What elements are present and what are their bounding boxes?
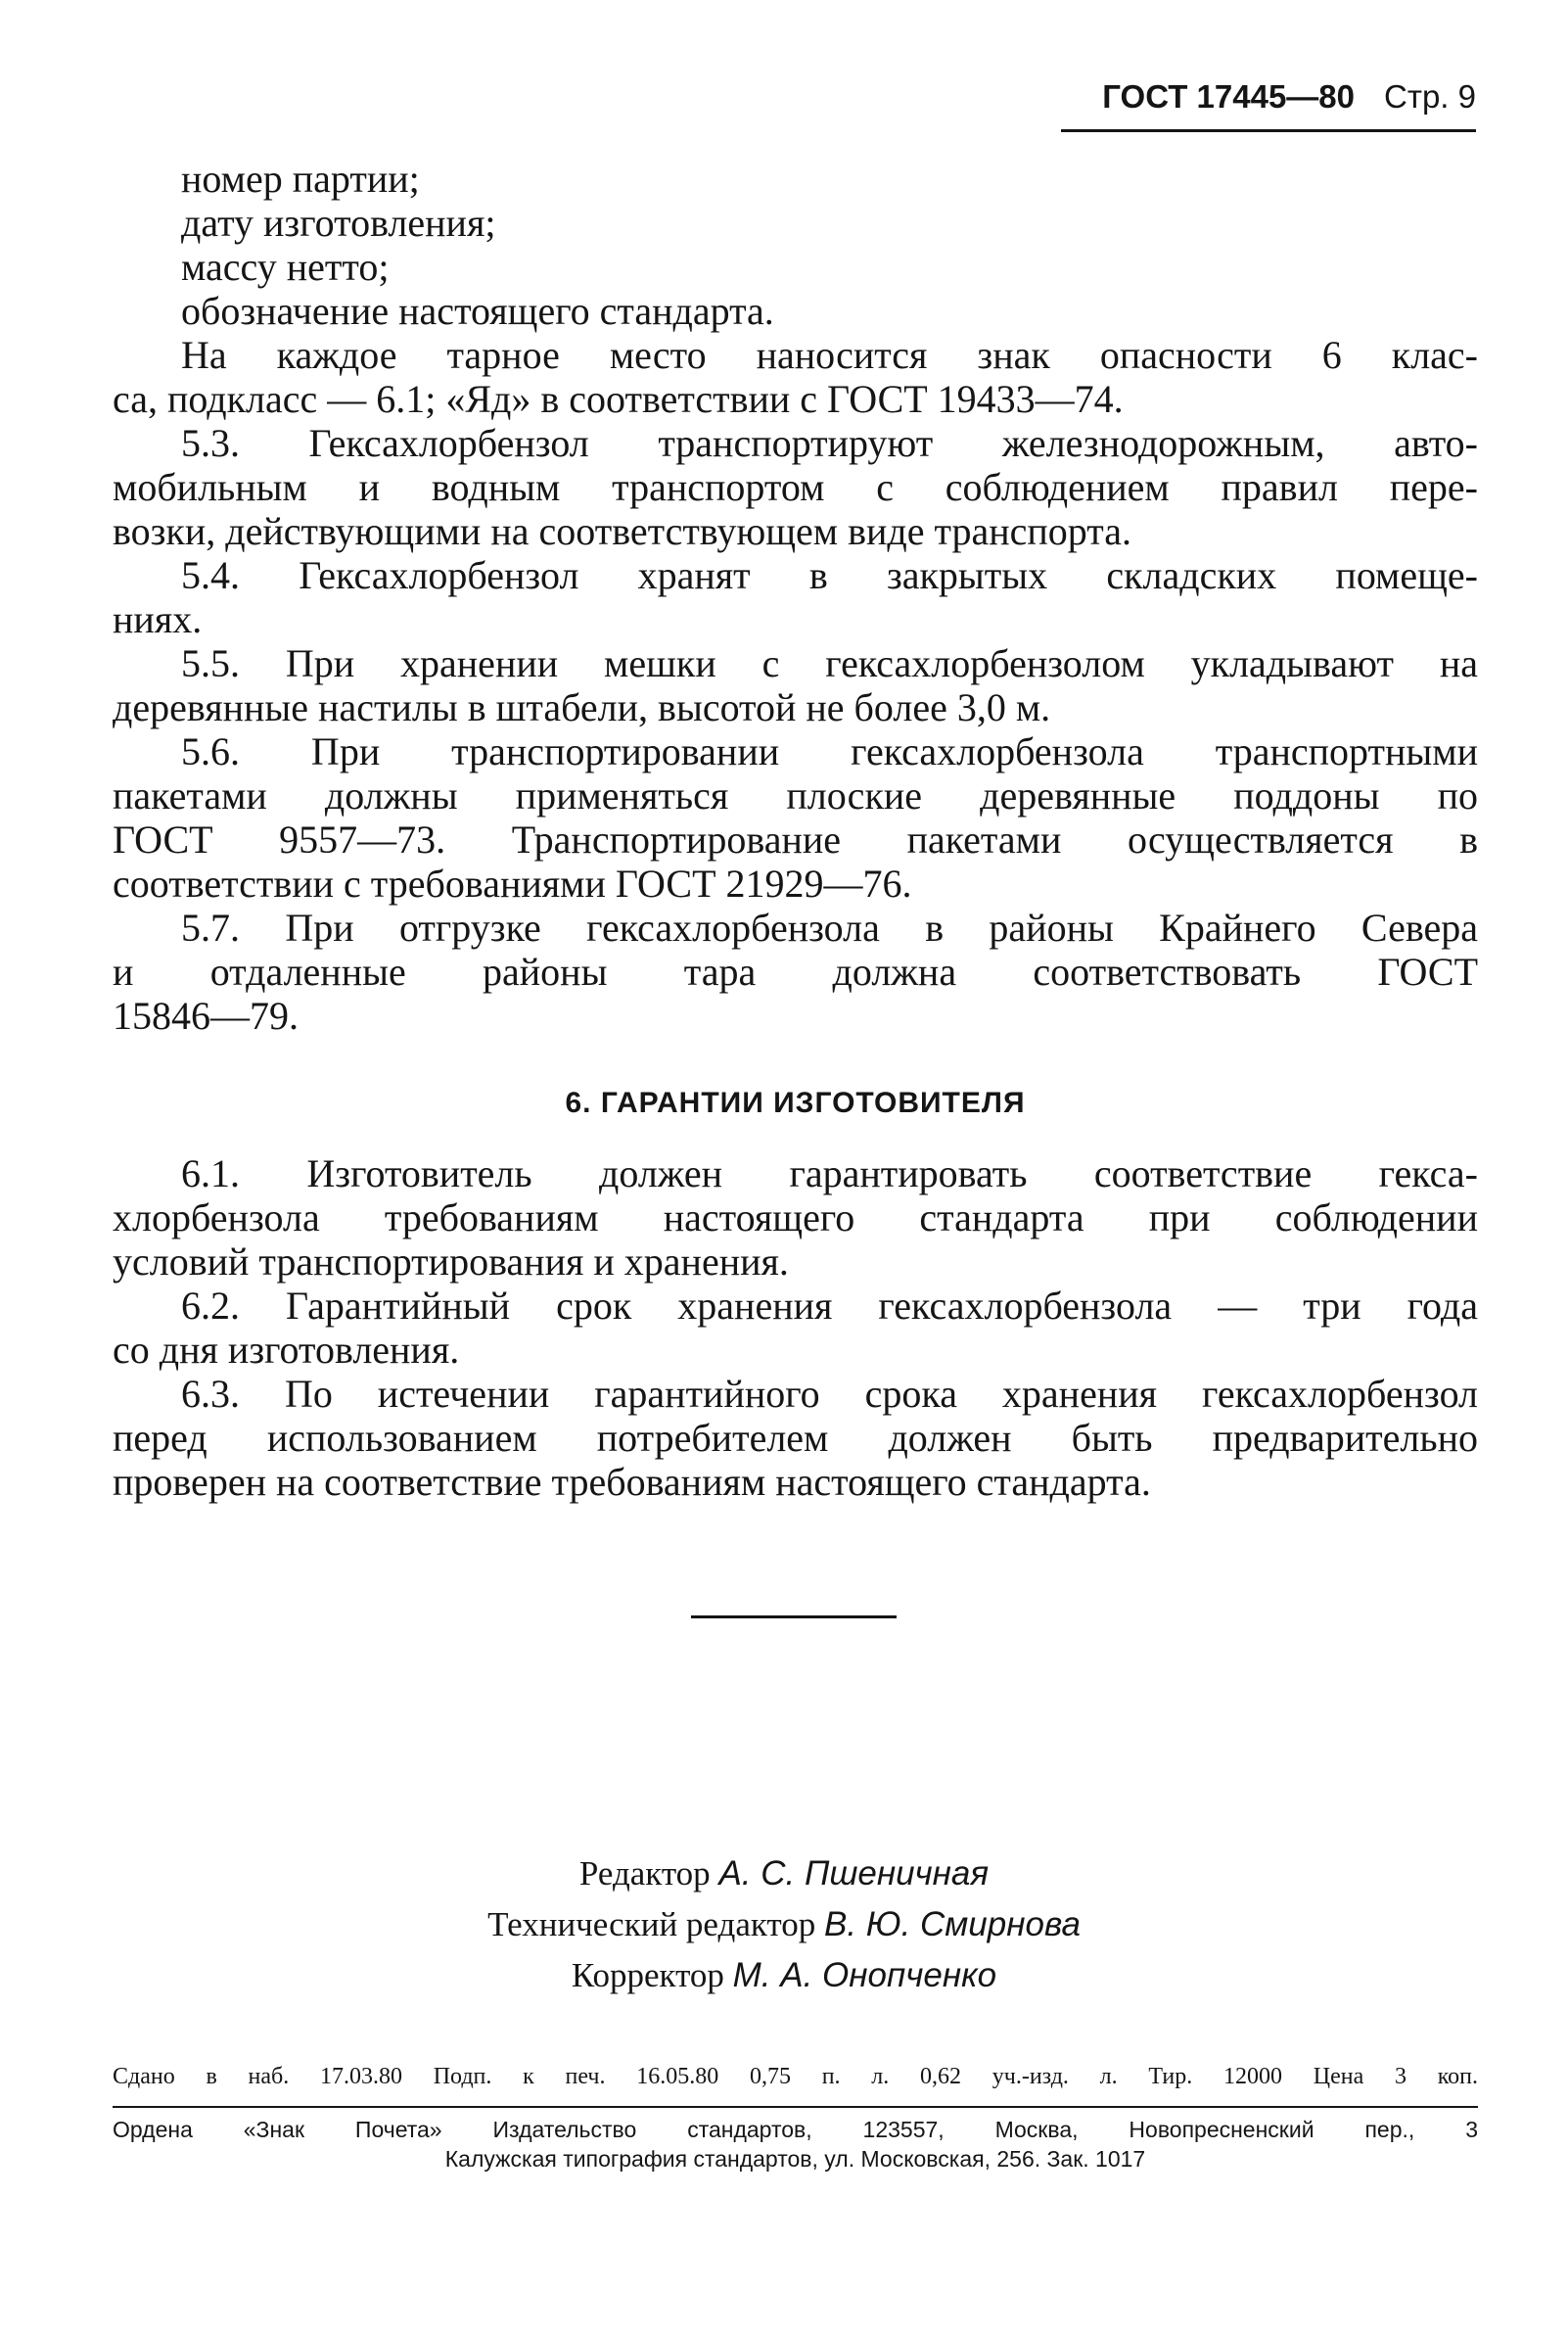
text-line: массу нетто; (181, 245, 390, 289)
text-line: мобильным и водным транспортом с соблюдением правил пере- (113, 465, 1478, 509)
corrector-credit (0, 1950, 1568, 2001)
text-line: пакетами должны применяться плоские деревянные поддоны по (113, 773, 1478, 818)
text-line: ниях. (113, 597, 203, 641)
document-number: ГОСТ 17445—80 (1102, 78, 1355, 115)
text-line: ГОСТ 9557—73. Транспортирование пакетами осуществляется в (113, 818, 1478, 862)
text-line: На каждое тарное место наносится знак опасности 6 клас- (181, 333, 1478, 377)
text-line: обозначение настоящего стандарта. (181, 289, 774, 333)
separator-rule (691, 1615, 897, 1618)
text-line: условий транспортирования и хранения. (113, 1239, 789, 1284)
printing-house-line: Калужская типография стандартов, ул. Московская, 256. Зак. 1017 (444, 2146, 1146, 2172)
text-line: номер партии; (181, 157, 420, 201)
text-line: возки, действующими на соответствующем виде транспорта. (113, 509, 1131, 553)
text-line: и отдаленные районы тара должна соответствовать ГОСТ (113, 950, 1478, 994)
text-line: са, подкласс — 6.1; «Яд» в соответствии с ГОСТ 19433—74. (113, 377, 1124, 421)
text-line: 5.3. Гексахлорбензол транспортируют железнодорожным, авто- (181, 421, 1478, 465)
section-5-text (113, 157, 1478, 1038)
text-line: 6.3. По истечении гарантийного срока хранения гексахлорбензол (181, 1372, 1478, 1416)
text-line: 6.2. Гарантийный срок хранения гексахлорбензола — три года (181, 1284, 1478, 1328)
editor-credit (0, 1848, 1568, 1899)
text-line: дату изготовления; (181, 201, 496, 245)
page-header (1061, 78, 1476, 132)
text-line: 6.1. Изготовитель должен гарантировать соответствие гекса- (181, 1151, 1478, 1195)
credits-block (0, 1848, 1568, 2001)
section-6-title: 6. ГАРАНТИИ ИЗГОТОВИТЕЛЯ (565, 1087, 1026, 1119)
text-line: 5.5. При хранении мешки с гексахлорбензолом укладывают на (181, 641, 1478, 685)
corrector-role: Корректор (571, 1956, 724, 1994)
text-line: хлорбензола требованиям настоящего стандарта при соблюдении (113, 1195, 1478, 1239)
tech-editor-name: В. Ю. Смирнова (823, 1905, 1081, 1943)
page-number: Стр. 9 (1384, 78, 1476, 115)
tech-editor-role: Технический редактор (487, 1905, 816, 1943)
text-line: 5.7. При отгрузке гексахлорбензола в районы Крайнего Севера (181, 906, 1478, 950)
text-line: проверен на соответствие требованиям настоящего стандарта. (113, 1460, 1151, 1504)
editor-role: Редактор (578, 1854, 711, 1893)
text-line: соответствии с требованиями ГОСТ 21929—76. (113, 862, 912, 906)
publisher-block (113, 2115, 1478, 2173)
print-imprint: Сдано в наб. 17.03.80 Подп. к печ. 16.05.80 0,75 п. л. 0,62 уч.-изд. л. Тир. 12000 Цена 3 коп. (113, 2064, 1478, 2089)
corrector-name: М. А. Онопченко (732, 1956, 997, 1994)
imprint-rule (113, 2106, 1478, 2108)
text-line: со дня изготовления. (113, 1328, 460, 1372)
editor-name: А. С. Пшеничная (718, 1854, 990, 1893)
text-line: 5.4. Гексахлорбензол хранят в закрытых складских помеще- (181, 553, 1478, 597)
tech-editor-credit (0, 1899, 1568, 1950)
publisher-line: Ордена «Знак Почета» Издательство стандартов, 123557, Москва, Новопресненский пер., 3 (113, 2117, 1478, 2142)
text-line: 15846—79. (113, 994, 299, 1038)
text-line: перед использованием потребителем должен быть предварительно (113, 1416, 1478, 1460)
section-6-text (113, 1151, 1478, 1504)
text-line: 5.6. При транспортировании гексахлорбензола транспортными (181, 729, 1478, 773)
text-line: деревянные настилы в штабели, высотой не более 3,0 м. (113, 685, 1051, 729)
